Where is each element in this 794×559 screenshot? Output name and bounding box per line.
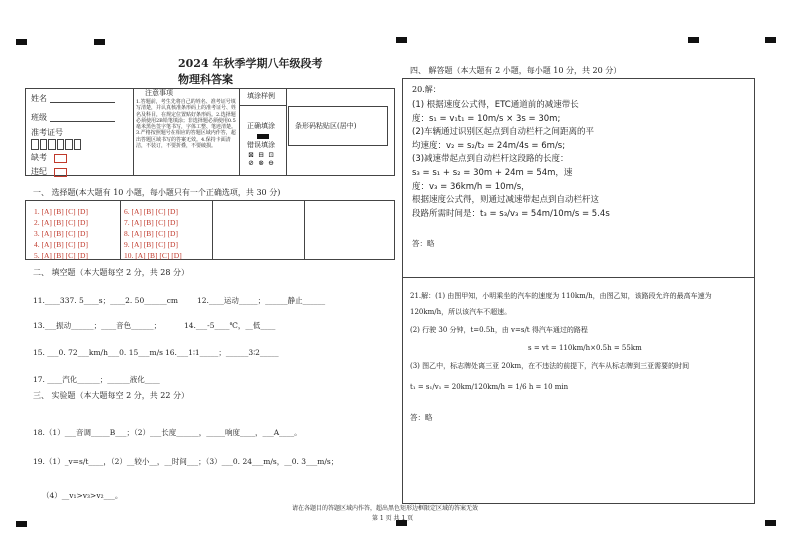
q21-line: (3) 图乙中，标志牌处离三亚 20km，在不违法的前提下，汽车从标志牌到三亚需要的时间 — [410, 362, 690, 370]
position-mark — [16, 521, 27, 527]
class-label: 班级 — [31, 113, 47, 122]
q21-answer: 答：略 — [410, 413, 433, 422]
q20-answer: 答：略 — [412, 239, 435, 248]
class-input[interactable] — [50, 121, 115, 122]
position-mark — [765, 520, 776, 526]
choice-row[interactable]: 9. [A] [B] [C] [D] — [124, 240, 178, 249]
name-label: 姓名 — [31, 94, 47, 103]
section2-heading: 二、 填空题（本大题每空 2 分，共 28 分） — [33, 268, 189, 277]
page-number: 第 1 页 共 1 页 — [372, 515, 414, 522]
position-mark — [94, 39, 105, 45]
solution-line: (2)车辆通过识别区起点到自动栏杆之间距离的平 — [412, 127, 595, 138]
solution-line: (3)减速带起点到自动栏杆这段路的长度： — [412, 154, 569, 165]
solution-line: 根据速度公式得，则通过减速带起点到自动栏杆这 — [412, 195, 600, 206]
section4-heading: 四、 解答题（本大题有 2 小题，每小题 10 分，共 20 分） — [410, 66, 622, 75]
choice-row[interactable]: 6. [A] [B] [C] [D] — [124, 207, 178, 216]
absent-checkbox[interactable] — [54, 154, 67, 163]
choice-row[interactable]: 8. [A] [B] [C] [D] — [124, 229, 178, 238]
choice-row[interactable]: 2. [A] [B] [C] [D] — [34, 218, 88, 227]
fill-example-title: 填涂样例 — [247, 92, 275, 100]
choice-row[interactable]: 4. [A] [B] [C] [D] — [34, 240, 88, 249]
solution-line: 度：v₃ = 36km/h = 10m/s， — [412, 181, 530, 192]
answer-q19-part4: （4）__v₁>v₃>v₂___。 — [42, 491, 123, 500]
q21-line: (2) 行驶 30 分钟，t=0.5h，由 v=s/t 得汽车通过的路程 — [410, 326, 588, 334]
choice-row[interactable]: 3. [A] [B] [C] [D] — [34, 229, 88, 238]
answer-q16: 16.___1∶1_____；______3∶2_____ — [165, 348, 279, 357]
page-title: 2024 年秋季学期八年级段考 — [178, 57, 323, 70]
q21-line: t₁ = s₁/v₁ = 20km/120km/h = 1/6 h = 10 min — [410, 383, 569, 391]
answer-q18: 18.（1）___音调_____B___；（2）___长度______，_____响度____，___A____。 — [33, 428, 302, 437]
answer-q14: 14.___-5____℃，__低____ — [184, 321, 276, 330]
answer-q12: 12.____运动_____；______静止______ — [197, 296, 326, 305]
wrong-fill-samples: ⊠ ⊟ ⊡ ⊘ ⊗ ⊖ — [248, 151, 276, 167]
q21-line: 120km/h，所以该汽车不超速。 — [410, 308, 512, 316]
answer-q13: 13.___振动______；____音色______； — [33, 321, 162, 330]
choice-row[interactable]: 5. [A] [B] [C] [D] — [34, 251, 88, 260]
solution-line: (1) 根据速度公式得，ETC通道前的减速带长 — [412, 100, 579, 110]
choice-row[interactable]: 1. [A] [B] [C] [D] — [34, 207, 88, 216]
ticket-label: 准考证号 — [31, 128, 63, 137]
q20-solution — [412, 99, 610, 221]
wrong-fill-label: 错误填涂 — [247, 141, 275, 149]
position-mark — [765, 37, 776, 43]
violation-checkbox[interactable] — [54, 168, 67, 177]
position-mark — [16, 39, 27, 45]
answer-q15: 15. ___0. 72___km/h___0. 15___m/s — [33, 348, 163, 357]
answer-q11: 11.____337. 5____s；____2. 50______cm — [33, 296, 179, 305]
solution-line: s₃ = s₁ + s₂ = 30m + 24m = 54m，速 — [412, 167, 573, 178]
q21-line: s = vt = 110km/h×0.5h = 55km — [528, 344, 642, 352]
violation-label: 违纪 — [31, 167, 47, 176]
solution-line: 均速度：v₂ = s₂/t₂ = 24m/4s = 6m/s; — [412, 140, 566, 151]
page-subtitle: 物理科答案 — [178, 73, 233, 86]
choice-row[interactable]: 7. [A] [B] [C] [D] — [124, 218, 178, 227]
answer-q19: 19.（1）_v=s/t____，（2）__较小__，__时间___；（3）___0. 24___m/s，__0. 3___m/s； — [33, 457, 339, 466]
notice-text: 1.答题前，考生先将自己的姓名、准考证号填写清楚，并认真核准条形码上的准考证号、姓名及科目，在规定位置贴好条形码。2.选择题必须使用2B铅笔填涂；非选择题必须使用0.5毫米黑色签字笔书写，字体工整、笔迹清楚。3.严格按照题号在相应的答题区域内作答，超出答题区域书写的答案无效。4.保持卡面清洁，不装订，不要折叠，不要破损。 — [136, 99, 237, 149]
choice-column-1[interactable] — [34, 206, 88, 261]
ticket-number-grid[interactable] — [31, 139, 81, 150]
position-mark — [688, 37, 699, 43]
correct-fill-sample — [257, 134, 269, 139]
q20-label: 20.解： — [412, 85, 441, 94]
answer-q17: 17. ____汽化______；______液化____ — [33, 375, 160, 384]
solution-line: 度：s₁ = v₁t₁ = 10m/s × 3s = 30m; — [412, 113, 561, 124]
choice-column-2[interactable] — [124, 206, 182, 261]
footer-note: 请在各题目的答题区域内作答，超出黑色矩形边框限定区域的答案无效 — [292, 505, 479, 512]
choice-row[interactable]: 10. [A] [B] [C] [D] — [124, 251, 182, 260]
absent-label: 缺考 — [31, 153, 47, 162]
notice-title: 注意事项 — [145, 89, 173, 97]
q21-line: 21.解：(1) 由图甲知，小明乘坐的汽车的速度为 110km/h，由图乙知，该路段允许的最高车速为 — [410, 292, 712, 300]
solution-line: 段路所需时间是：t₃ = s₃/v₃ = 54m/10m/s = 5.4s — [412, 208, 610, 219]
correct-fill-label: 正确填涂 — [247, 122, 275, 130]
name-input[interactable] — [50, 102, 115, 103]
position-mark — [396, 37, 407, 43]
section3-heading: 三、 实验题（本大题每空 2 分，共 22 分） — [33, 391, 189, 400]
section1-heading: 一、 选择题(本大题有 10 小题，每小题只有一个正确选项，共 30 分) — [33, 188, 281, 197]
barcode-label: 条形码粘贴区(居中) — [295, 122, 357, 130]
